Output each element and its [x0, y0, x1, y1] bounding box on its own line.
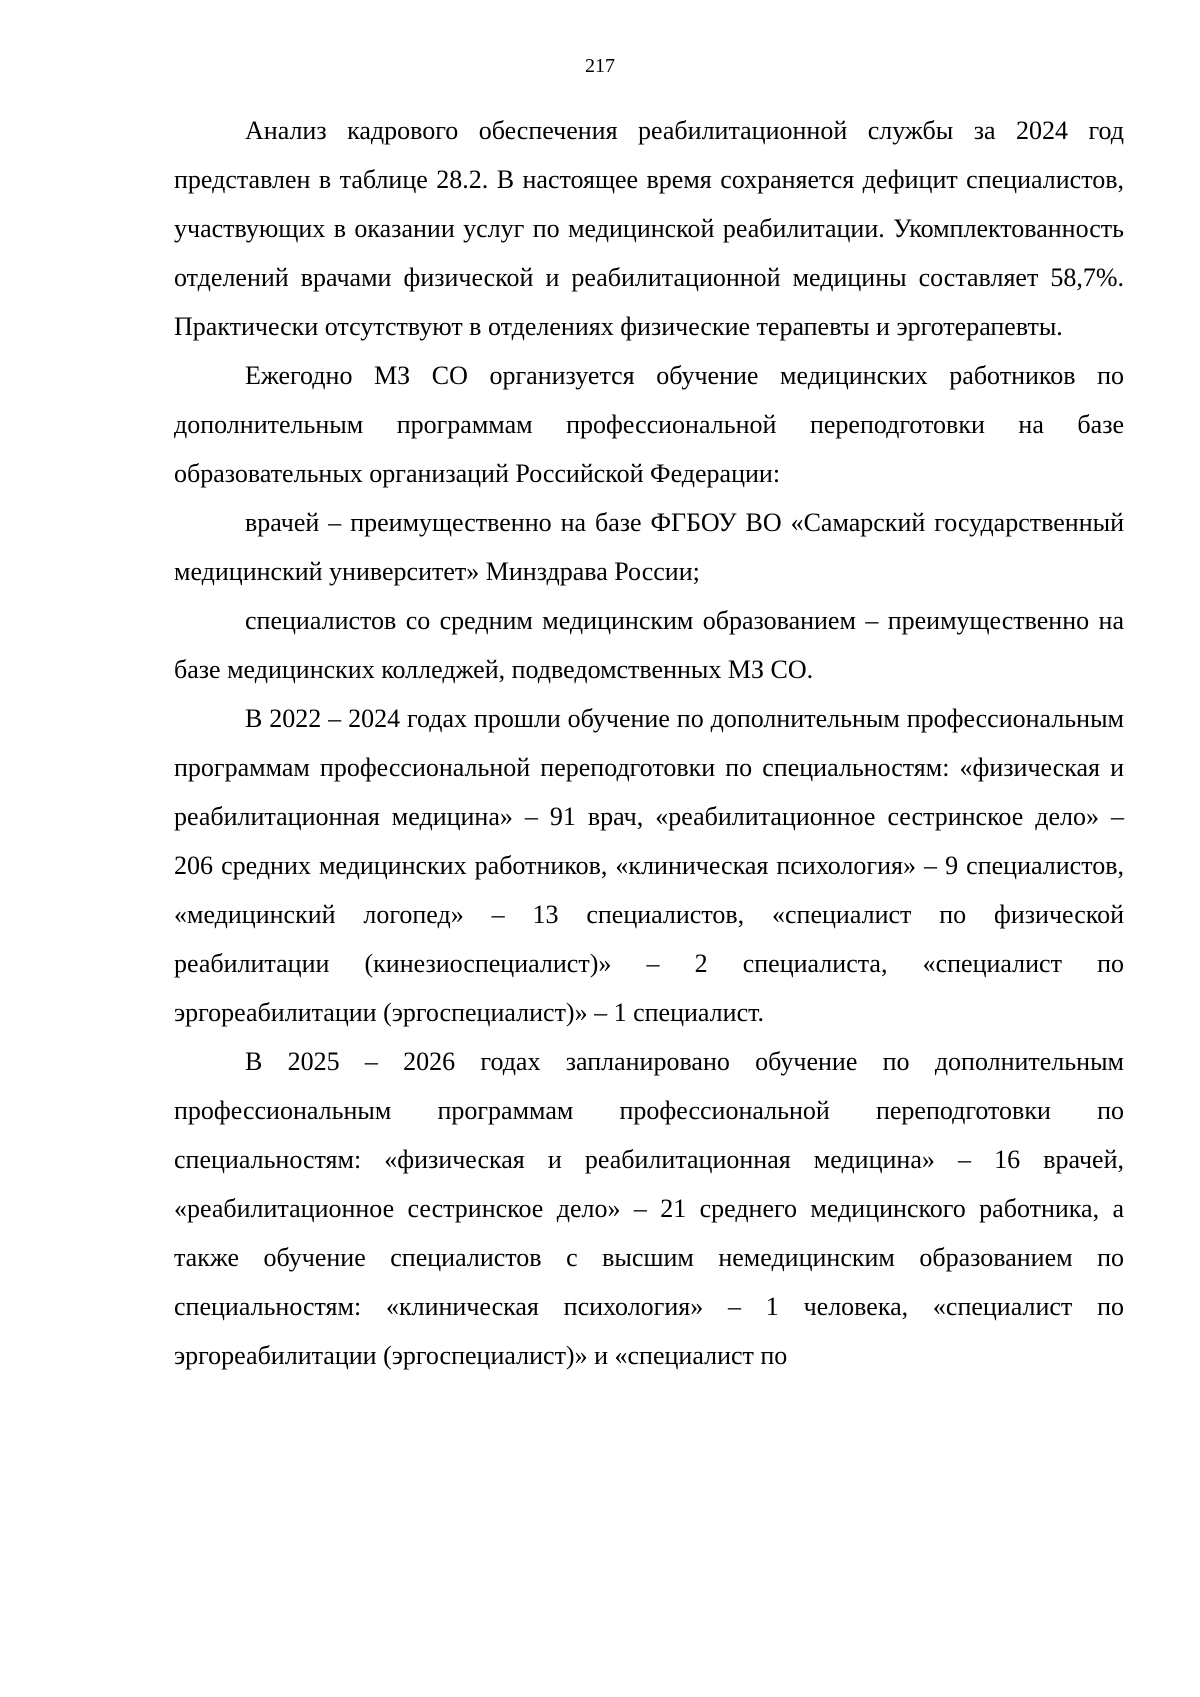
paragraph-training-2025-2026: В 2025 – 2026 годах запланировано обучение по дополнительным профессиональным программам профессиональной переподготовки по специальностям: «физическая и реабилитационная медицина» – 16 врачей, «реабилитационное сестринское дело» – 21 среднего медицинского работника, а также обучение специалистов с высшим немедицинским образованием по специальностям: «клиническая психология» – 1 человека, «специалист по эргореабилитации (эргоспециалист)» и «специалист по — [174, 1047, 1124, 1370]
page-number: 217 — [585, 55, 615, 77]
document-body — [174, 106, 1124, 1380]
paragraph-training-2022-2024: В 2022 – 2024 годах прошли обучение по дополнительным профессиональным программам профессиональной переподготовки по специальностям: «физическая и реабилитационная медицина» – 91 врач, «реабилитационное сестринское дело» – 206 средних медицинских работников, «клиническая психология» – 9 специалистов, «медицинский логопед» – 13 специалистов, «специалист по физической реабилитации (кинезиоспециалист)» – 2 специалиста, «специалист по эргореабилитации (эргоспециалист)» – 1 специалист. — [174, 704, 1124, 1027]
paragraph-annual-training: Ежегодно МЗ СО организуется обучение медицинских работников по дополнительным программам профессиональной переподготовки на базе образовательных организаций Российской Федерации: — [174, 361, 1124, 488]
paragraph-staffing-analysis: Анализ кадрового обеспечения реабилитационной службы за 2024 год представлен в таблице 28.2. В настоящее время сохраняется дефицит специалистов, участвующих в оказании услуг по медицинской реабилитации. Укомплектованность отделений врачами физической и реабилитационной медицины составляет 58,7%. Практически отсутствуют в отделениях физические терапевты и эрготерапевты. — [174, 116, 1124, 341]
paragraph-nurses-training: специалистов со средним медицинским образованием – преимущественно на базе медицинских колледжей, подведомственных МЗ СО. — [174, 606, 1124, 684]
paragraph-doctors-training: врачей – преимущественно на базе ФГБОУ ВО «Самарский государственный медицинский университет» Минздрава России; — [174, 508, 1124, 586]
